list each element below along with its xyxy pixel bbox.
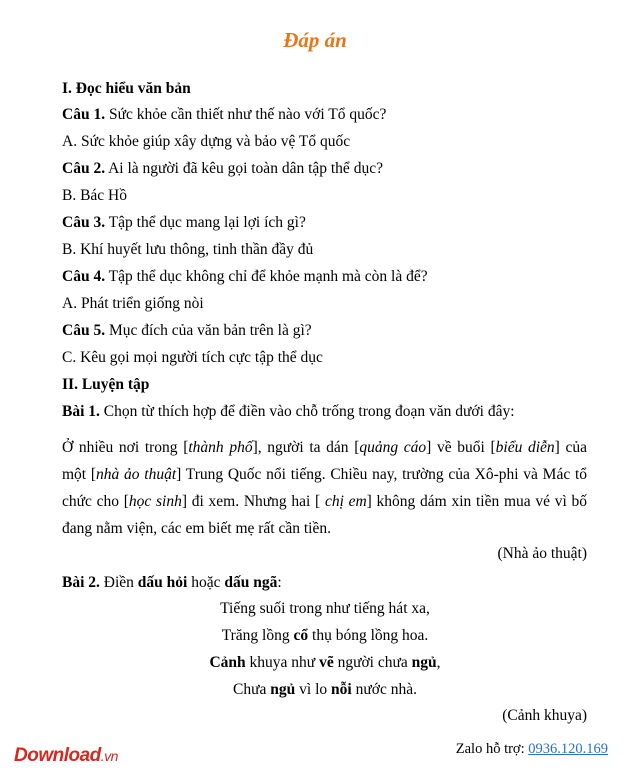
poem-bold-word: Cảnh (209, 654, 246, 671)
exercise-keyword: dấu ngã (224, 574, 278, 591)
source-citation-2: (Cảnh khuya) (502, 707, 587, 724)
question-label: Câu 4. (62, 268, 106, 285)
question-3 (62, 214, 306, 232)
poem-bold-word: nỗi (331, 681, 352, 698)
answer-4: A. Phát triển giống nòi (62, 295, 204, 312)
question-text: Ai là người đã kêu gọi toàn dân tập thể dục? (105, 160, 383, 177)
source-citation-1: (Nhà ảo thuật) (497, 545, 587, 562)
section-heading-1: I. Đọc hiểu văn bản (62, 80, 191, 97)
filled-word: quảng cáo (359, 439, 427, 456)
answer-2: B. Bác Hồ (62, 187, 128, 204)
poem-line (0, 654, 630, 672)
question-text: Tập thể dục mang lại lợi ích gì? (105, 214, 306, 231)
para-text: ] của một [ (62, 439, 587, 483)
poem-text: Chưa (233, 681, 271, 698)
question-4 (62, 268, 428, 286)
question-2 (62, 160, 383, 178)
poem-text: khuya như (245, 654, 320, 671)
question-text: Sức khỏe cần thiết như thế nào với Tổ quốc? (105, 106, 387, 123)
poem-bold-word: ngủ (411, 654, 437, 671)
para-text: ] về buổi [ (426, 439, 496, 456)
question-text: Tập thể dục không chỉ để khỏe mạnh mà còn là để? (105, 268, 428, 285)
phone-link[interactable]: 0936.120.169 (528, 741, 608, 757)
poem-text: người chưa (333, 654, 412, 671)
page-title: Đáp án (283, 28, 347, 52)
para-text: Ở nhiều nơi trong [ (62, 439, 189, 456)
poem-bold-word: cổ (293, 627, 309, 644)
poem-text: , (436, 654, 441, 671)
exercise-text: Điền (99, 574, 138, 591)
poem-text: vì lo (295, 681, 332, 698)
question-label: Câu 5. (62, 322, 106, 339)
question-5 (62, 322, 312, 340)
filled-word: học sinh (128, 493, 182, 510)
logo-suffix: .vn (100, 748, 118, 764)
exercise-label: Bài 1. (62, 403, 100, 420)
answer-1: A. Sức khỏe giúp xây dựng và bảo vệ Tổ quốc (62, 133, 351, 150)
logo-text: Download (14, 745, 101, 766)
download-logo[interactable] (14, 745, 118, 767)
poem-text: Tiếng suối trong như tiếng hát xa, (220, 600, 430, 617)
zalo-support (456, 741, 608, 758)
filled-word: biểu diễn (495, 439, 555, 456)
answer-5: C. Kêu gọi mọi người tích cực tập thể dục (62, 349, 323, 366)
poem-bold-word: ngủ (270, 681, 296, 698)
filled-word: thành phố (188, 439, 253, 456)
filled-word: chị em (324, 493, 367, 510)
question-label: Câu 1. (62, 106, 106, 123)
poem-line (0, 681, 630, 699)
poem-bold-word: vẽ (319, 654, 334, 671)
answer-3: B. Khí huyết lưu thông, tinh thần đầy đủ (62, 241, 314, 258)
exercise-2-prompt (62, 574, 282, 592)
exercise-1-paragraph (62, 434, 587, 542)
para-text: ], người ta dán [ (252, 439, 360, 456)
zalo-label: Zalo hỗ trợ: (455, 741, 529, 757)
exercise-text: hoặc (187, 574, 225, 591)
section-heading-2: II. Luyện tập (62, 376, 150, 393)
question-text: Mục đích của văn bản trên là gì? (105, 322, 312, 339)
para-text: ] đi xem. Nhưng hai [ (181, 493, 325, 510)
question-label: Câu 3. (62, 214, 106, 231)
poem-text: thụ bóng lồng hoa. (308, 627, 429, 644)
exercise-keyword: dấu hỏi (137, 574, 188, 591)
para-text: ] không dám xin tiền mua vé vì bố đang nằm viện, các em biết mẹ rất cần tiền. (62, 493, 587, 537)
question-label: Câu 2. (62, 160, 106, 177)
poem-text: Trăng lồng (221, 627, 294, 644)
exercise-text: Chọn từ thích hợp để điền vào chỗ trống trong đoạn văn dưới đây: (99, 403, 515, 420)
poem-line (0, 600, 630, 618)
para-text: ] Trung Quốc nổi tiếng. Chiều nay, trường của Xô-phi và Mác tổ chức cho [ (62, 466, 588, 510)
exercise-label: Bài 2. (62, 574, 100, 591)
poem-line (0, 627, 630, 645)
filled-word: nhà ảo thuật (96, 466, 177, 483)
question-1 (62, 106, 386, 124)
exercise-text: : (277, 574, 282, 591)
poem-text: nước nhà. (351, 681, 417, 698)
exercise-1-prompt (62, 403, 515, 421)
